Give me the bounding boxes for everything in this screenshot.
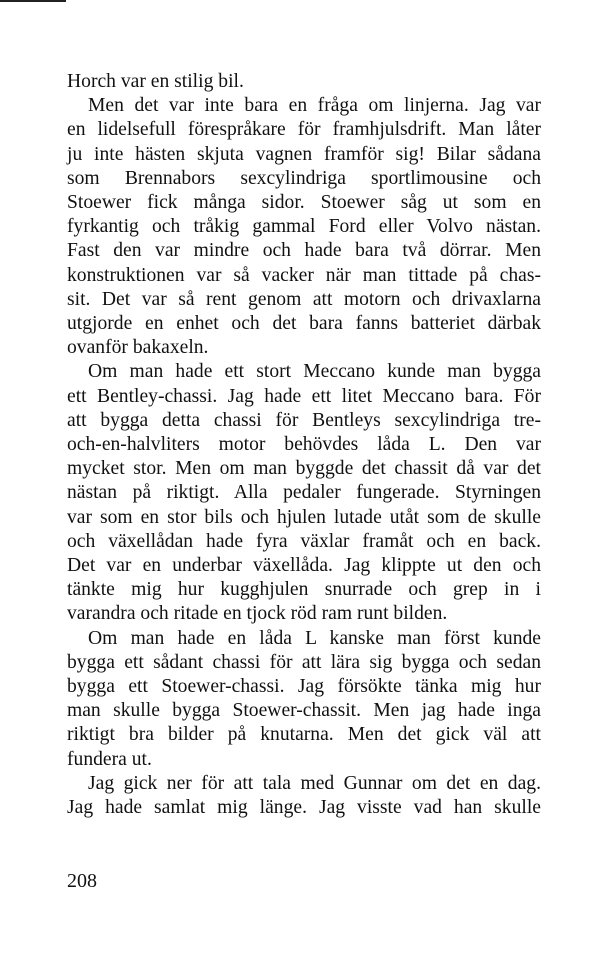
text-line: Horch var en stilig bil. — [67, 71, 244, 92]
text-line: bygga ett sådant chassi för att lära sig bygga och sedan — [67, 651, 541, 673]
paragraph-4 — [67, 627, 541, 772]
text-line: att bygga detta chassi för Bentleys sexcylindriga tre- — [67, 409, 541, 431]
paragraph-2 — [67, 94, 541, 360]
text-line: fyrkantig och tråkig gammal Ford eller Volvo nästan. — [67, 216, 541, 238]
text-line: Om man hade en låda L kanske man först kunde — [88, 627, 541, 649]
body-text — [67, 70, 541, 820]
text-line: Jag hade samlat mig länge. Jag visste vad han skulle — [67, 797, 541, 819]
text-line: nästan på riktigt. Alla pedaler fungerade. Styrningen — [67, 482, 541, 504]
text-line: och-en-halvliters motor behövdes låda L. Den var — [67, 434, 541, 456]
text-line: Om man hade ett stort Meccano kunde man bygga — [88, 361, 541, 383]
top-rule — [0, 0, 66, 2]
text-line: Fast den var mindre och hade bara två dörrar. Men — [67, 240, 541, 262]
text-line: en lidelsefull förespråkare för framhjulsdrift. Man låter — [67, 119, 541, 141]
text-line: fundera ut. — [67, 748, 152, 770]
text-line: var som en stor bils och hjulen lutade utåt som de skulle — [67, 506, 541, 528]
text-line: utgjorde en enhet och det bara fanns batteriet därbak — [67, 313, 541, 335]
text-line: Det var en underbar växellåda. Jag klippte ut den och — [67, 555, 541, 577]
text-line: Stoewer fick många sidor. Stoewer såg ut som en — [67, 192, 541, 214]
text-line: konstruktionen var så vacker när man tittade på chas- — [67, 264, 541, 286]
text-line: ett Bentley-chassi. Jag hade ett litet Meccano bara. För — [67, 385, 541, 407]
text-line: och växellådan hade fyra växlar framåt och en back. — [67, 530, 541, 552]
text-line: varandra och ritade en tjock röd ram runt bilden. — [67, 603, 448, 625]
paragraph-3 — [67, 360, 541, 626]
text-line: ju inte hästen skjuta vagnen framför sig! Bilar sådana — [67, 143, 541, 165]
paragraph-5 — [67, 772, 541, 820]
text-line: mycket stor. Men om man byggde det chassit då var det — [67, 458, 541, 480]
text-line: man skulle bygga Stoewer-chassit. Men jag hade inga — [67, 700, 541, 722]
page-number: 208 — [67, 870, 97, 892]
text-line: tänkte mig hur kugghjulen snurrade och grep in i — [67, 579, 541, 601]
text-line: bygga ett Stoewer-chassi. Jag försökte tänka mig hur — [67, 676, 541, 698]
text-line: Jag gick ner för att tala med Gunnar om det en dag. — [88, 772, 541, 794]
paragraph-1 — [67, 70, 541, 94]
text-line: riktigt bra bilder på knutarna. Men det gick väl att — [67, 724, 541, 746]
text-line: som Brennabors sexcylindriga sportlimousine och — [67, 167, 541, 189]
text-line: Men det var inte bara en fråga om linjerna. Jag var — [88, 95, 541, 117]
text-line: ovanför bakaxeln. — [67, 337, 209, 359]
text-line: sit. Det var så rent genom att motorn och drivaxlarna — [67, 288, 541, 310]
